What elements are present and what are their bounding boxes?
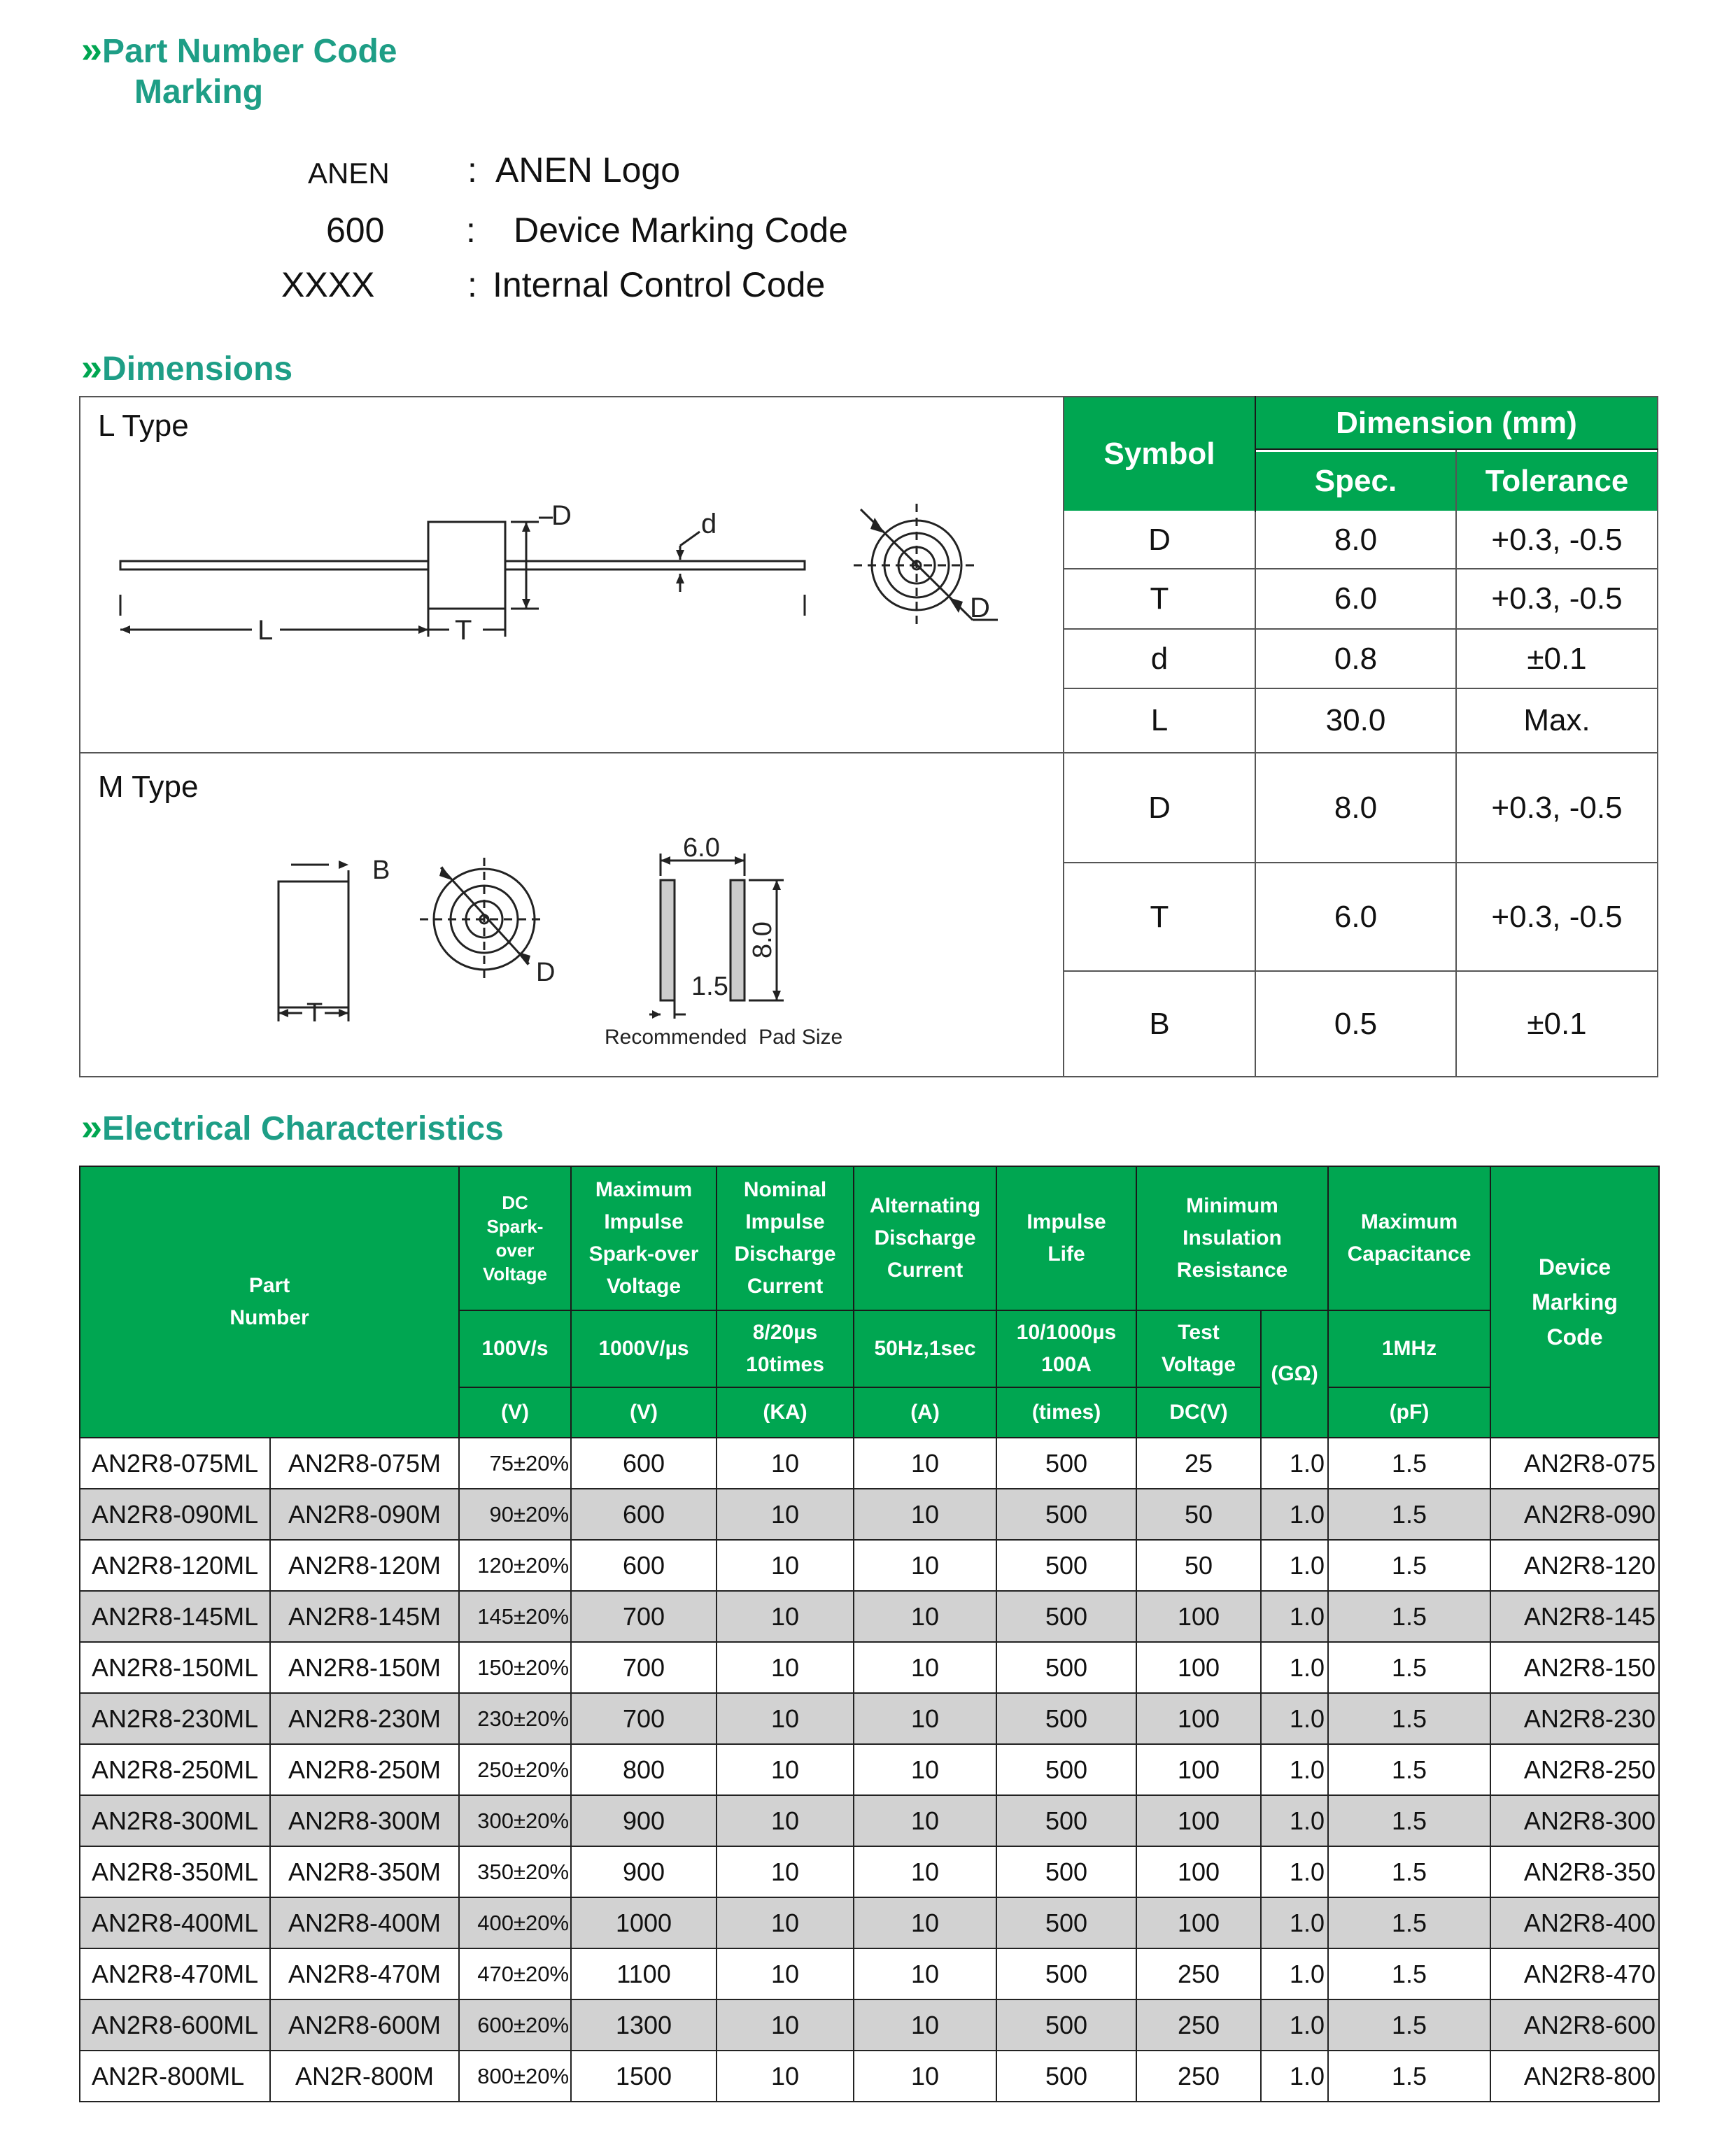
part-number-header [80,1166,459,1438]
dim-label-D-m: D [536,958,556,987]
part-number-m-cell: AN2R8-350M [270,1846,459,1897]
marking-heading: Marking [134,73,264,111]
unit-dc: (V) [459,1387,571,1438]
part-number-m-cell: AN2R8-300M [270,1795,459,1846]
part-number-m-cell: AN2R8-120M [270,1540,459,1591]
marking-code-1: 600 [326,211,385,250]
test-voltage-cell: 250 [1136,1999,1261,2051]
lead-wire [120,561,434,569]
dc-sparkover-cell: 230±20% [459,1693,571,1744]
test-voltage-cell: 50 [1136,1540,1261,1591]
capacitance-cell: 1.5 [1328,1489,1490,1540]
ins-h3: Resistance [1176,1259,1288,1282]
table-row [80,1489,1659,1540]
device-marking-code-cell: AN2R8-300 [1490,1795,1659,1846]
device-marking-code-cell: AN2R8-230 [1490,1693,1659,1744]
chevron-icon: » [81,346,103,388]
part-header-2: Number [230,1306,309,1329]
dim-spec: 0.5 [1334,1007,1378,1041]
dc-sparkover-cell: 90±20% [459,1489,571,1540]
impulse-life-cell: 500 [996,1744,1136,1795]
alt-h2: Discharge [874,1226,976,1250]
impulse-sparkover-cell: 1500 [571,2051,717,2102]
max-h4: Voltage [606,1275,682,1298]
dev-h2: Marking [1532,1289,1618,1315]
cond-imp-2: 100A [1041,1353,1092,1376]
dim-label-D-end: D [970,593,990,623]
part-number-ml-cell: AN2R8-075ML [80,1438,270,1489]
impulse-sparkover-cell: 600 [571,1540,717,1591]
impulse-sparkover-cell: 600 [571,1489,717,1540]
impulse-life-header [996,1166,1136,1310]
dc-sparkover-cell: 800±20% [459,2051,571,2102]
test-voltage-cell: 25 [1136,1438,1261,1489]
capacitance-cell: 1.5 [1328,1999,1490,2051]
ac-current-cell: 10 [854,1846,996,1897]
cond-test-2: Voltage [1161,1353,1236,1376]
chevron-icon: » [81,1106,103,1148]
symbol-header: Symbol [1064,397,1255,511]
electrical-table-body [80,1438,1659,2102]
recommended-pad-label: Recommended Pad Size [605,1026,843,1049]
capacitance-cell: 1.5 [1328,1846,1490,1897]
test-voltage-cell: 250 [1136,2051,1261,2102]
chevron-icon: » [81,29,103,71]
dim-tolerance: +0.3, -0.5 [1491,581,1623,616]
table-row [80,1642,1659,1693]
nom-h4: Current [747,1275,824,1298]
imp-h2: Life [1047,1243,1085,1266]
cond-nom [717,1310,854,1387]
impulse-life-cell: 500 [996,1642,1136,1693]
dim-symbol: T [1150,581,1169,616]
dim-symbol: d [1150,642,1169,676]
insulation-resistance-cell: 1.0 [1261,1999,1328,2051]
part-number-ml-cell: AN2R8-230ML [80,1693,270,1744]
device-marking-code-cell: AN2R8-470 [1490,1948,1659,1999]
part-number-m-cell: AN2R8-470M [270,1948,459,1999]
cond-imp [996,1310,1136,1387]
heading-text: Dimensions [102,351,293,388]
table-row [80,1744,1659,1795]
capacitance-header [1328,1166,1490,1310]
heading-text: Part Number Code [102,33,397,70]
impulse-life-cell: 500 [996,1591,1136,1642]
heading-text: Electrical [102,1110,252,1147]
insulation-resistance-cell: 1.0 [1261,2051,1328,2102]
cond-alt: 50Hz,1sec [854,1310,996,1387]
pad-width-label: 6.0 [683,833,720,863]
pad-height-label: 8.0 [748,921,777,958]
capacitance-cell: 1.5 [1328,1591,1490,1642]
dim-label-B: B [372,856,390,885]
nominal-current-cell: 10 [717,1438,854,1489]
lead-wire [504,561,805,569]
dc-sparkover-cell: 75±20% [459,1438,571,1489]
table-row [80,1795,1659,1846]
test-voltage-cell: 50 [1136,1489,1261,1540]
insulation-resistance-cell: 1.0 [1261,1540,1328,1591]
cond-max: 1000V/µs [571,1310,717,1387]
unit-imp: (times) [996,1387,1136,1438]
unit-max: (V) [571,1387,717,1438]
dim-label-D: D [551,500,572,531]
nominal-current-cell: 10 [717,1897,854,1948]
max-h1: Maximum [595,1178,693,1201]
table-row [80,1438,1659,1489]
table-row [80,1897,1659,1948]
part-number-ml-cell: AN2R8-470ML [80,1948,270,1999]
part-number-ml-cell: AN2R-800ML [80,2051,270,2102]
impulse-sparkover-cell: 1000 [571,1897,717,1948]
dimensions-heading [81,346,292,389]
dim-spec: 6.0 [1334,899,1378,934]
dim-symbol: B [1149,1007,1170,1041]
part-number-m-cell: AN2R8-600M [270,1999,459,2051]
dim-tolerance: ±0.1 [1527,642,1587,676]
test-voltage-cell: 100 [1136,1846,1261,1897]
dc-h1: DC [502,1192,528,1213]
device-marking-code-cell: AN2R8-075 [1490,1438,1659,1489]
capacitance-cell: 1.5 [1328,2051,1490,2102]
impulse-life-cell: 500 [996,1693,1136,1744]
capacitance-cell: 1.5 [1328,1693,1490,1744]
dim-spec: 8.0 [1334,790,1378,825]
nominal-current-cell: 10 [717,1540,854,1591]
cap-h1: Maximum [1360,1210,1458,1233]
unit-test: DC(V) [1136,1387,1261,1438]
dim-symbol: D [1148,523,1171,557]
part-number-ml-cell: AN2R8-600ML [80,1999,270,2051]
m-type-label: M Type [98,770,199,804]
dev-h1: Device [1538,1254,1611,1280]
capacitance-cell: 1.5 [1328,1540,1490,1591]
m-body-side [278,882,348,1007]
test-voltage-cell: 100 [1136,1693,1261,1744]
dim-symbol: T [1150,899,1169,934]
nom-h3: Discharge [734,1243,836,1266]
part-number-ml-cell: AN2R8-145ML [80,1591,270,1642]
dc-sparkover-cell: 150±20% [459,1642,571,1693]
cond-test [1136,1310,1261,1387]
dc-h3: over [495,1240,535,1261]
component-body [428,522,505,609]
dim-spec: 30.0 [1325,703,1386,737]
m-type-drawing [266,826,868,1056]
impulse-life-cell: 500 [996,1948,1136,1999]
nominal-current-cell: 10 [717,1795,854,1846]
impulse-sparkover-cell: 900 [571,1795,717,1846]
insulation-resistance-cell: 1.0 [1261,1744,1328,1795]
device-marking-code-cell: AN2R8-120 [1490,1540,1659,1591]
ac-current-cell: 10 [854,1744,996,1795]
impulse-life-cell: 500 [996,1438,1136,1489]
alt-h3: Current [887,1259,964,1282]
marking-desc-1: Device Marking Code [514,211,848,250]
cond-test-1: Test [1178,1321,1220,1344]
insulation-resistance-cell: 1.0 [1261,1489,1328,1540]
dim-spec: 8.0 [1334,523,1378,557]
nominal-current-cell: 10 [717,1642,854,1693]
ac-current-cell: 10 [854,1948,996,1999]
insulation-resistance-cell: 1.0 [1261,1897,1328,1948]
table-row [80,1846,1659,1897]
nominal-discharge-header [717,1166,854,1310]
marking-desc-2: Internal Control Code [493,265,826,304]
capacitance-cell: 1.5 [1328,1642,1490,1693]
pad-gap-label: 1.5 [691,972,728,1001]
alt-h1: Alternating [869,1194,981,1217]
electrical-heading [81,1105,504,1149]
dev-h3: Code [1546,1324,1603,1350]
part-header-1: Part [248,1274,290,1297]
l-type-label: L Type [98,409,189,443]
marking-desc-0: ANEN Logo [495,150,681,190]
pad-left [661,880,675,1000]
dc-sparkover-cell: 250±20% [459,1744,571,1795]
nominal-current-cell: 10 [717,1948,854,1999]
dc-sparkover-cell: 120±20% [459,1540,571,1591]
nom-h1: Nominal [743,1178,827,1201]
part-number-m-cell: AN2R8-250M [270,1744,459,1795]
cond-cap: 1MHz [1328,1310,1490,1387]
ac-current-cell: 10 [854,2051,996,2102]
insulation-resistance-cell: 1.0 [1261,1948,1328,1999]
cond-imp-1: 10/1000µs [1016,1321,1117,1344]
unit-nom: (KA) [717,1387,854,1438]
cond-gohm: (GΩ) [1261,1310,1328,1438]
dimension-header: Dimension (mm) [1256,397,1657,449]
impulse-sparkover-cell: 700 [571,1693,717,1744]
dim-tolerance: +0.3, -0.5 [1491,899,1623,934]
dim-tolerance: +0.3, -0.5 [1491,790,1623,825]
marking-code-0: ANEN [308,157,390,190]
ac-current-cell: 10 [854,1438,996,1489]
device-marking-header [1490,1166,1659,1438]
dim-label-T: T [455,615,472,644]
part-number-m-cell: AN2R8-145M [270,1591,459,1642]
insulation-resistance-cell: 1.0 [1261,1846,1328,1897]
max-h2: Impulse [604,1210,684,1233]
marking-code-2: XXXX [281,265,375,304]
nominal-current-cell: 10 [717,1693,854,1744]
capacitance-cell: 1.5 [1328,1948,1490,1999]
part-number-ml-cell: AN2R8-400ML [80,1897,270,1948]
impulse-life-cell: 500 [996,1540,1136,1591]
test-voltage-cell: 100 [1136,1795,1261,1846]
test-voltage-cell: 100 [1136,1897,1261,1948]
unit-alt: (A) [854,1387,996,1438]
ac-current-cell: 10 [854,1897,996,1948]
device-marking-code-cell: AN2R8-350 [1490,1846,1659,1897]
capacitance-cell: 1.5 [1328,1795,1490,1846]
impulse-sparkover-cell: 1100 [571,1948,717,1999]
dc-h4: Voltage [483,1263,547,1284]
table-row [80,1999,1659,2051]
dim-spec: 0.8 [1334,642,1378,676]
dc-sparkover-cell: 470±20% [459,1948,571,1999]
part-number-m-cell: AN2R8-075M [270,1438,459,1489]
dim-label-T-m: T [306,998,323,1028]
part-number-m-cell: AN2R-800M [270,2051,459,2102]
test-voltage-cell: 250 [1136,1948,1261,1999]
dim-tolerance: +0.3, -0.5 [1491,523,1623,557]
capacitance-cell: 1.5 [1328,1744,1490,1795]
cond-nom-2: 10times [746,1353,824,1376]
nominal-current-cell: 10 [717,1489,854,1540]
dc-sparkover-cell: 400±20% [459,1897,571,1948]
impulse-life-cell: 500 [996,1846,1136,1897]
dim-spec: 6.0 [1334,581,1378,616]
alternating-discharge-header [854,1166,996,1310]
impulse-sparkover-cell: 1300 [571,1999,717,2051]
spec-header: Spec. [1256,452,1455,511]
impulse-life-cell: 500 [996,1795,1136,1846]
dim-tolerance: Max. [1523,703,1590,737]
table-row [80,1591,1659,1642]
marking-sep-1: : [466,211,476,250]
test-voltage-cell: 100 [1136,1744,1261,1795]
impulse-life-cell: 500 [996,1489,1136,1540]
dim-symbol: D [1148,790,1171,825]
test-voltage-cell: 100 [1136,1591,1261,1642]
part-number-ml-cell: AN2R8-300ML [80,1795,270,1846]
part-number-m-cell: AN2R8-150M [270,1642,459,1693]
ac-current-cell: 10 [854,1642,996,1693]
part-number-ml-cell: AN2R8-150ML [80,1642,270,1693]
pad-right [731,880,744,1000]
heading-text-2: Characteristics [260,1110,504,1147]
impulse-sparkover-cell: 600 [571,1438,717,1489]
impulse-sparkover-cell: 700 [571,1642,717,1693]
dim-tolerance: ±0.1 [1527,1007,1587,1041]
device-marking-code-cell: AN2R8-800 [1490,2051,1659,2102]
part-number-code-heading [81,28,397,71]
insulation-resistance-cell: 1.0 [1261,1591,1328,1642]
divider [1256,448,1658,450]
cap-h2: Capacitance [1347,1243,1472,1266]
table-row [80,1693,1659,1744]
ins-h2: Insulation [1183,1226,1282,1250]
capacitance-cell: 1.5 [1328,1897,1490,1948]
device-marking-code-cell: AN2R8-145 [1490,1591,1659,1642]
insulation-resistance-cell: 1.0 [1261,1438,1328,1489]
electrical-table [79,1166,1660,2102]
tolerance-header: Tolerance [1457,452,1657,511]
dim-symbol: L [1150,703,1169,737]
part-number-ml-cell: AN2R8-120ML [80,1540,270,1591]
cond-nom-1: 8/20µs [752,1321,818,1344]
part-number-m-cell: AN2R8-090M [270,1489,459,1540]
table-row [80,1948,1659,1999]
marking-sep-0: : [467,150,477,190]
ac-current-cell: 10 [854,1540,996,1591]
impulse-life-cell: 500 [996,1897,1136,1948]
insulation-header [1136,1166,1328,1310]
imp-h1: Impulse [1026,1210,1106,1233]
device-marking-code-cell: AN2R8-150 [1490,1642,1659,1693]
cond-dc: 100V/s [459,1310,571,1387]
dc-sparkover-cell: 600±20% [459,1999,571,2051]
part-number-ml-cell: AN2R8-350ML [80,1846,270,1897]
impulse-sparkover-cell: 700 [571,1591,717,1642]
device-marking-code-cell: AN2R8-090 [1490,1489,1659,1540]
dc-sparkover-cell: 145±20% [459,1591,571,1642]
dim-label-L: L [257,615,274,644]
dc-sparkover-header [459,1166,571,1310]
part-number-ml-cell: AN2R8-250ML [80,1744,270,1795]
device-marking-code-cell: AN2R8-600 [1490,1999,1659,2051]
nominal-current-cell: 10 [717,1846,854,1897]
ins-h1: Minimum [1186,1194,1278,1217]
ac-current-cell: 10 [854,1693,996,1744]
impulse-life-cell: 500 [996,1999,1136,2051]
impulse-sparkover-cell: 800 [571,1744,717,1795]
ac-current-cell: 10 [854,1489,996,1540]
table-row [80,1540,1659,1591]
part-number-ml-cell: AN2R8-090ML [80,1489,270,1540]
device-marking-code-cell: AN2R8-400 [1490,1897,1659,1948]
dc-h2: Spark- [486,1216,544,1237]
insulation-resistance-cell: 1.0 [1261,1795,1328,1846]
nom-h2: Impulse [745,1210,825,1233]
nominal-current-cell: 10 [717,1999,854,2051]
nominal-current-cell: 10 [717,1591,854,1642]
ac-current-cell: 10 [854,1795,996,1846]
part-number-m-cell: AN2R8-400M [270,1897,459,1948]
divider [1255,396,1256,512]
max-h3: Spark-over [588,1243,699,1266]
dc-sparkover-cell: 300±20% [459,1795,571,1846]
l-type-drawing [105,462,1015,644]
unit-cap: (pF) [1328,1387,1490,1438]
dc-sparkover-cell: 350±20% [459,1846,571,1897]
ac-current-cell: 10 [854,1999,996,2051]
part-number-m-cell: AN2R8-230M [270,1693,459,1744]
test-voltage-cell: 100 [1136,1642,1261,1693]
nominal-current-cell: 10 [717,2051,854,2102]
insulation-resistance-cell: 1.0 [1261,1693,1328,1744]
max-impulse-header [571,1166,717,1310]
device-marking-code-cell: AN2R8-250 [1490,1744,1659,1795]
ac-current-cell: 10 [854,1591,996,1642]
impulse-sparkover-cell: 900 [571,1846,717,1897]
dim-label-d: d [701,509,717,539]
table-row [80,2051,1659,2102]
insulation-resistance-cell: 1.0 [1261,1642,1328,1693]
nominal-current-cell: 10 [717,1744,854,1795]
marking-sep-2: : [467,265,477,304]
impulse-life-cell: 500 [996,2051,1136,2102]
capacitance-cell: 1.5 [1328,1438,1490,1489]
